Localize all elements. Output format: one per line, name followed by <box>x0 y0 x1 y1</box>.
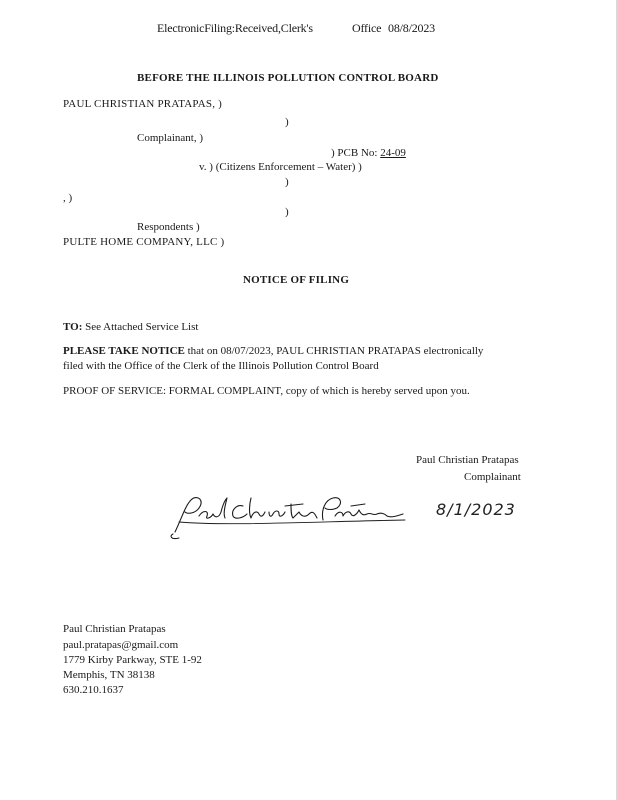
contact-phone: 630.210.1637 <box>63 684 124 696</box>
contact-address-2: Memphis, TN 38138 <box>63 669 155 681</box>
notice-bold: PLEASE TAKE NOTICE <box>63 345 185 357</box>
contact-name: Paul Christian Pratapas <box>63 623 166 635</box>
office-label: Office <box>352 21 382 35</box>
to-label: TO: <box>63 321 83 333</box>
notice-line-1 <box>63 343 483 359</box>
proof-of-service: PROOF OF SERVICE: FORMAL COMPLAINT, copy of which is hereby served upon you. <box>63 385 470 397</box>
pcb-prefix: ) PCB No: <box>331 147 381 159</box>
respondents-role: Respondents ) <box>137 221 200 233</box>
contact-email: paul.pratapas@gmail.com <box>63 639 179 651</box>
caption-comma-paren: , ) <box>63 192 73 204</box>
caption-paren-2: ) <box>285 176 289 188</box>
to-text: See Attached Service List <box>82 321 199 333</box>
to-line <box>63 319 198 335</box>
versus-line: v. ) (Citizens Enforcement – Water) ) <box>199 161 362 173</box>
filing-stamp <box>157 21 313 36</box>
board-title: BEFORE THE ILLINOIS POLLUTION CONTROL BOARD <box>137 72 439 84</box>
filing-label: ElectronicFiling:Received,Clerk's <box>157 21 313 35</box>
handwritten-date: 8/1/2023 <box>436 500 516 519</box>
notice-title: NOTICE OF FILING <box>243 274 350 286</box>
pcb-case-number <box>331 147 406 159</box>
caption-paren-3: ) <box>285 206 289 218</box>
complainant-name: PAUL CHRISTIAN PRATAPAS, ) <box>63 98 222 110</box>
notice-line-2: filed with the Office of the Clerk of the Illinois Pollution Control Board <box>63 360 379 372</box>
filing-office-date <box>352 21 435 36</box>
caption-paren-1: ) <box>285 116 289 128</box>
notice-text-1: that on 08/07/2023, PAUL CHRISTIAN PRATAPAS electronically <box>184 345 484 357</box>
complainant-role: Complainant, ) <box>137 132 203 144</box>
signer-name: Paul Christian Pratapas <box>416 454 519 466</box>
contact-address-1: 1779 Kirby Parkway, STE 1-92 <box>63 654 202 666</box>
filing-date: 08/8/2023 <box>388 21 435 35</box>
handwritten-signature <box>165 492 415 542</box>
pcb-number: 24-09 <box>380 147 406 159</box>
signer-role: Complainant <box>464 471 521 483</box>
respondent-name: PULTE HOME COMPANY, LLC ) <box>63 236 225 248</box>
